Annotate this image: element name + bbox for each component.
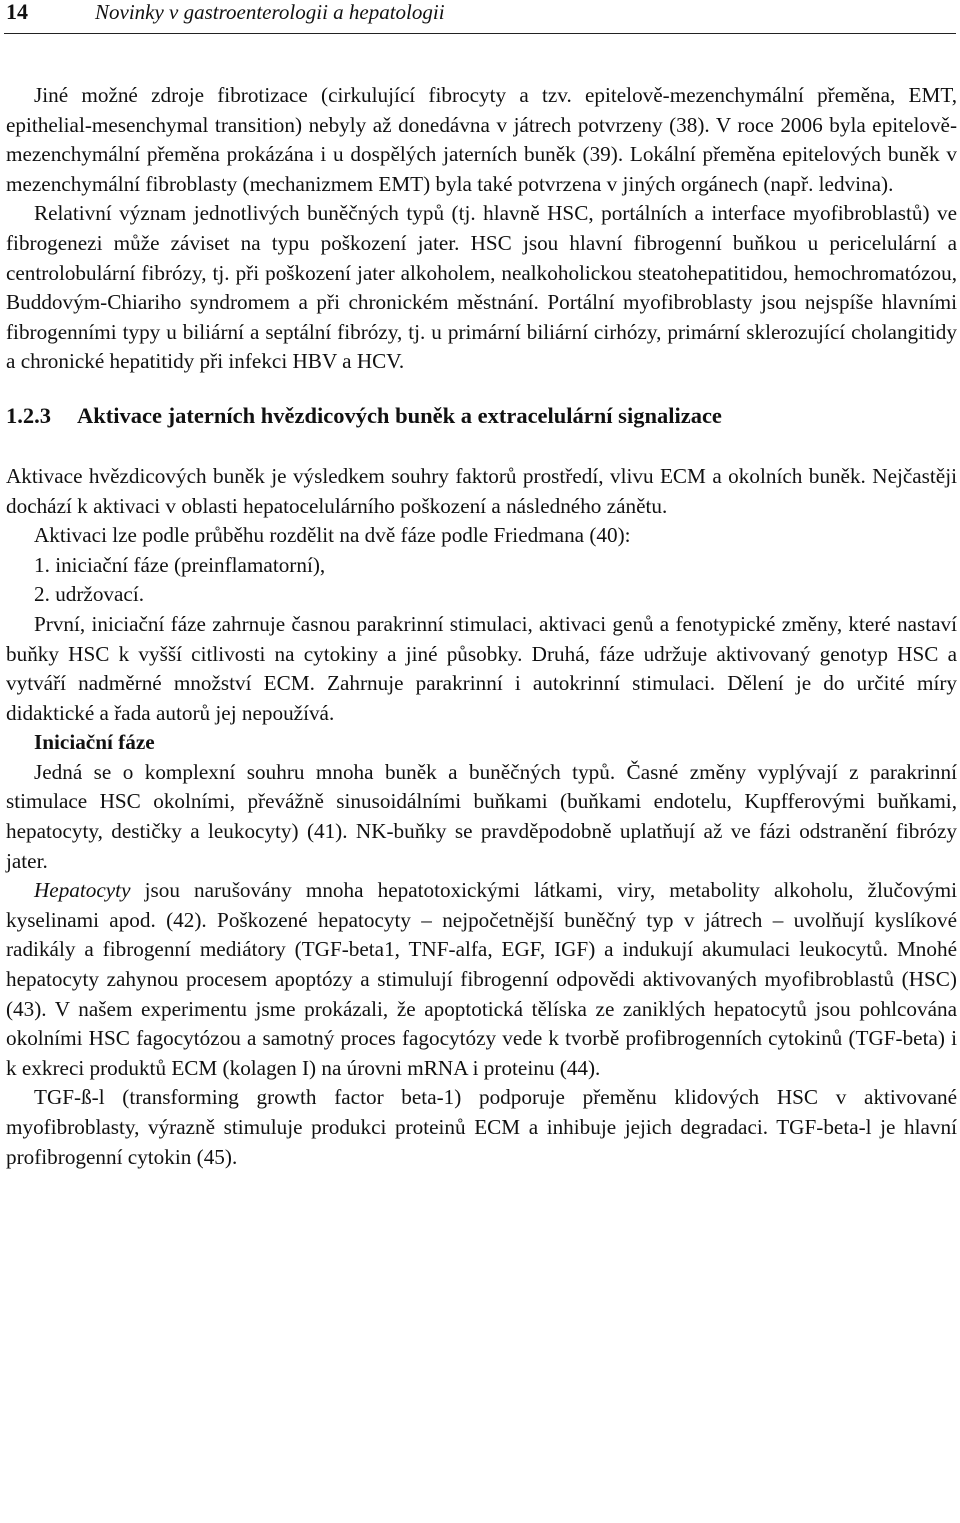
paragraph: Aktivace hvězdicových buněk je výsledkem souhry faktorů prostředí, vlivu ECM a okolních buněk. Nejčastěji dochází k aktivaci v oblasti hepatocelulárního poškození a následného zánětu.: [6, 463, 957, 518]
paragraph: [6, 876, 957, 1083]
body-text: [6, 81, 957, 1172]
paragraph: Jiné možné zdroje fibrotizace (cirkulující fibrocyty a tzv. epitelově-mezenchymální přeměna, EMT, epithelial-mesenchymal transition) nebyly až donedávna v játrech potvrzeny (38). V roce 2006 byla epitelově-mezenchymální přeměna prokázána i u dospělých jaterních buněk (39). Lokální přeměna epitelových buněk v mezenchymální fibroblasty (mechanizmem EMT) byla také potvrzena v jiných orgánech (např. ledvina).: [6, 83, 957, 196]
subsection-heading: Iniciační fáze: [34, 730, 155, 755]
paragraph: Aktivaci lze podle průběhu rozdělit na dvě fáze podle Friedmana (40):: [34, 523, 631, 548]
italic-term: Hepatocyty: [34, 878, 131, 903]
paragraph-text: jsou narušovány mnoha hepatotoxickými látkami, viry, metabolity alkoholu, žlučovými kyselinami apod. (42). Poškozené hepatocyty – nejpočetnější buněčný typ v játrech – uvolňují kyslíkové radikály a fibrogenní mediátory (TGF-beta1, TNF-alfa, EGF, IGF) a indukují akumulaci leukocytů. Mnohé hepatocyty zahynou procesem apoptózy a stimulují fibrogenní odpovědi aktivovaných myofibroblastů (HSC) (43). V našem experimentu jsme prokázali, že apoptotická tělíska ze zaniklých hepatocytů jsou pohlcována okolními HSC fagocytózou a samotný proces fagocytózy vede k tvorbě profibrogenních cytokinů (TGF-beta) i k exkreci produktů ECM (kolagen I) na úrovni mRNA i proteinu (44).: [6, 878, 957, 1080]
section-number: 1.2.3: [6, 402, 51, 428]
paragraph: TGF-ß-l (transforming growth factor beta-1) podporuje přeměnu klidových HSC v aktivované myofibroblasty, výrazně stimuluje produkci proteinů ECM a inhibuje jejich degradaci. TGF-beta-l je hlavní profibrogenní cytokin (45).: [6, 1085, 957, 1169]
page-header: [0, 0, 960, 38]
paragraph: První, iniciační fáze zahrnuje časnou parakrinní stimulaci, aktivaci genů a fenotypické změny, které nastaví buňky HSC k vyšší citlivosti na cytokiny a jiné působky. Druhá, fáze udržuje aktivovaný genotyp HSC a vytváří nadměrné množství ECM. Zahrnuje parakrinní i autokrinní stimulaci. Dělení je do určité míry didaktické a řada autorů jej nepoužívá.: [6, 611, 957, 725]
section-title: Aktivace jaterních hvězdicových buněk a extracelulární signalizace: [77, 402, 722, 428]
list-item: 1. iniciační fáze (preinflamatorní),: [34, 552, 326, 577]
running-title: Novinky v gastroenterologii a hepatologii: [95, 0, 445, 24]
paragraph: Jedná se o komplexní souhru mnoha buněk a buněčných typů. Časné změny vyplývají z parakrinní stimulace HSC okolními, převážně sinusoidálními buňkami (buňkami endotelu, Kupfferovými buňkami, hepatocyty, destičky a leukocyty) (41). NK-buňky se pravděpodobně uplatňují až ve fázi odstranění fibrózy jater.: [6, 759, 957, 873]
section-heading: [6, 399, 957, 432]
list-item: 2. udržovací.: [34, 582, 145, 607]
paragraph: Relativní význam jednotlivých buněčných typů (tj. hlavně HSC, portálních a interface myofibroblastů) ve fibrogenezi může záviset na typu poškození jater. HSC jsou hlavní fibrogenní buňkou u pericelulární a centrolobulární fibrózy, tj. při poškození jater alkoholem, nealkoholickou steatohepatitidou, hemochromatózou, Buddovým-Chiariho syndromem a při chronickém městnání. Portální myofibroblasty jsou nejspíše hlavními fibrogenními typy u biliární a septální fibrózy, tj. u primární biliární cirhózy, primární sklerozující cholangitidy a chronické hepatitidy při infekci HBV a HCV.: [6, 201, 957, 374]
page-number: 14: [6, 0, 28, 24]
header-rule: [4, 33, 956, 34]
